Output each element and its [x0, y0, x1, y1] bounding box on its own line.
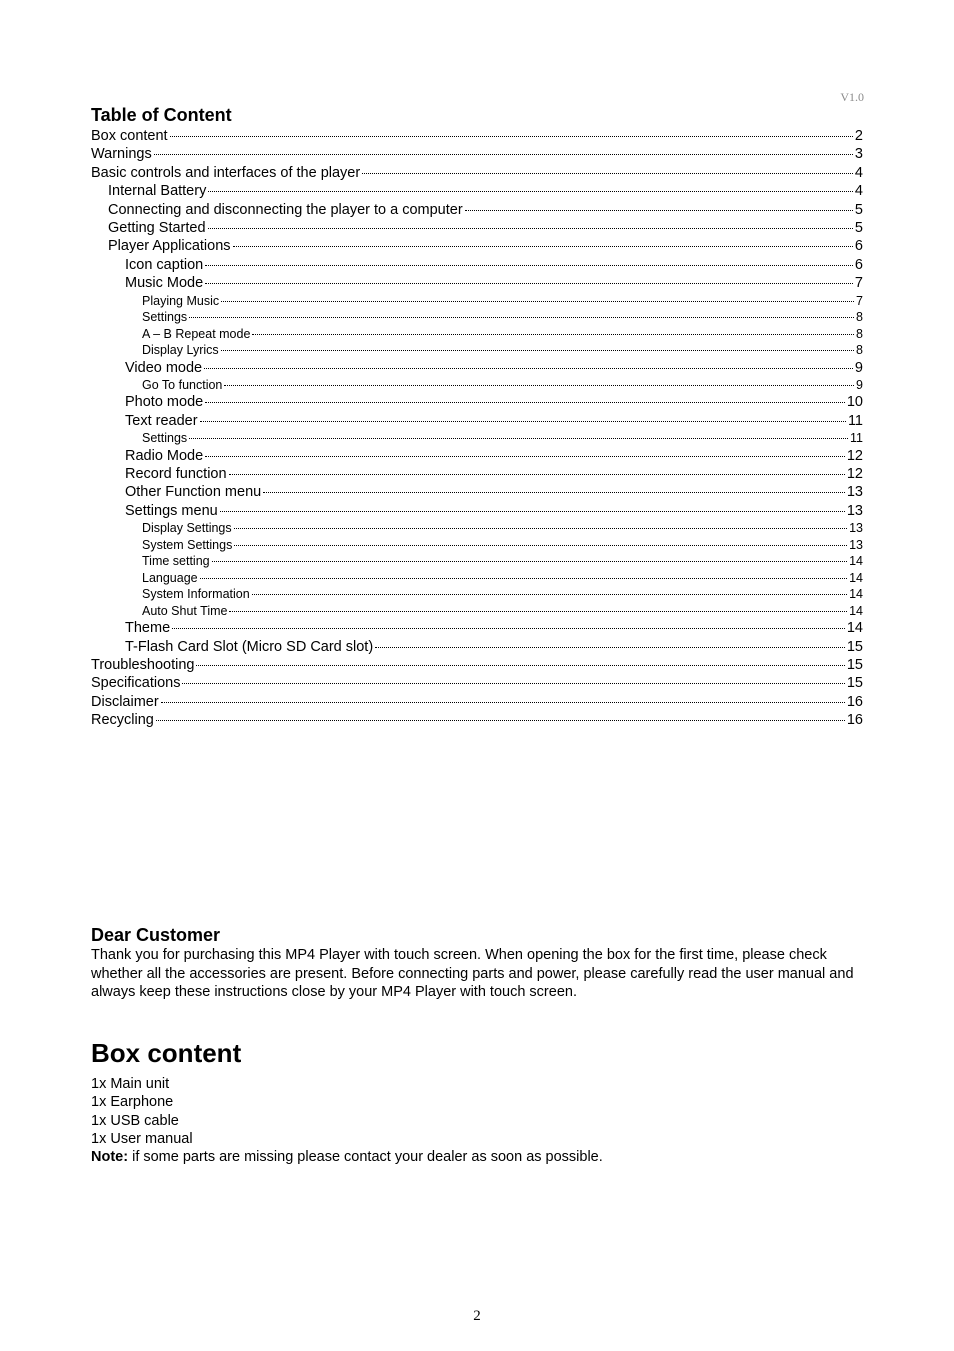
toc-entry-page: 5: [854, 219, 863, 236]
toc-leader-dots: [170, 136, 853, 137]
box-content-item: 1x User manual: [91, 1131, 193, 1148]
toc-entry-label: Display Lyrics: [142, 343, 219, 358]
toc-entry[interactable]: [91, 603, 863, 620]
toc-entry[interactable]: [91, 237, 863, 255]
toc-entry-page: 3: [854, 146, 863, 163]
toc-entry-label: T-Flash Card Slot (Micro SD Card slot): [125, 638, 374, 655]
toc-entry[interactable]: [91, 447, 863, 465]
toc-entry-label: Icon caption: [125, 256, 204, 273]
toc-leader-dots: [263, 492, 845, 493]
toc-entry[interactable]: [91, 619, 863, 637]
toc-entry-label: Troubleshooting: [91, 657, 195, 674]
toc-leader-dots: [205, 283, 853, 284]
toc-leader-dots: [172, 628, 845, 629]
toc-entry[interactable]: [91, 293, 863, 310]
toc-entry-label: Go To function: [142, 377, 223, 392]
toc-entry[interactable]: [91, 553, 863, 570]
toc-entry-page: 4: [854, 183, 863, 200]
toc-entry-page: 5: [854, 201, 863, 218]
toc-entry[interactable]: [91, 412, 863, 430]
toc-leader-dots: [205, 265, 853, 266]
toc-leader-dots: [204, 368, 853, 369]
toc-entry[interactable]: [91, 274, 863, 292]
toc-entry-page: 8: [856, 326, 863, 341]
toc-entry-label: Player Applications: [108, 238, 231, 255]
toc-entry-page: 7: [856, 293, 863, 308]
toc-entry[interactable]: [91, 182, 863, 200]
toc-leader-dots: [234, 545, 847, 546]
toc-leader-dots: [233, 246, 853, 247]
toc-entry-page: 10: [846, 394, 863, 411]
toc-entry-page: 7: [854, 275, 863, 292]
toc-entry-label: Getting Started: [108, 219, 206, 236]
toc-entry[interactable]: [91, 693, 863, 711]
toc-entry[interactable]: [91, 309, 863, 326]
toc-entry-page: 13: [849, 521, 863, 536]
box-content-title: Box content: [91, 1038, 242, 1068]
toc-leader-dots: [205, 456, 845, 457]
toc-entry-page: 14: [846, 620, 863, 637]
toc-entry[interactable]: [91, 342, 863, 359]
toc-entry[interactable]: [91, 145, 863, 163]
toc-entry[interactable]: [91, 502, 863, 520]
toc-entry-label: Record function: [125, 466, 227, 483]
toc-leader-dots: [161, 702, 845, 703]
toc-entry[interactable]: [91, 430, 863, 447]
customer-section-title: Dear Customer: [91, 925, 221, 945]
toc-leader-dots: [154, 154, 853, 155]
toc-entry-label: Auto Shut Time: [142, 603, 228, 618]
table-of-contents: [91, 127, 863, 730]
toc-entry[interactable]: [91, 638, 863, 656]
toc-entry-page: 14: [849, 603, 863, 618]
toc-leader-dots: [229, 474, 845, 475]
toc-entry-label: Settings: [142, 431, 188, 446]
toc-entry-page: 11: [847, 412, 863, 429]
toc-entry-page: 12: [846, 466, 863, 483]
toc-leader-dots: [252, 334, 854, 335]
toc-entry[interactable]: [91, 656, 863, 674]
toc-entry-label: Box content: [91, 128, 168, 144]
toc-entry-label: Disclaimer: [91, 693, 159, 710]
toc-entry-page: 11: [850, 431, 863, 446]
toc-entry[interactable]: [91, 570, 863, 587]
toc-leader-dots: [196, 665, 844, 666]
toc-entry-page: 13: [849, 537, 863, 552]
note-label: Note:: [91, 1149, 129, 1165]
toc-entry-page: 6: [854, 238, 863, 255]
toc-entry-label: Warnings: [91, 146, 152, 163]
toc-entry-label: Language: [142, 570, 198, 585]
toc-entry[interactable]: [91, 586, 863, 603]
toc-entry-label: Settings: [142, 310, 188, 325]
toc-entry-label: Radio Mode: [125, 447, 204, 464]
toc-entry-page: 14: [849, 587, 863, 602]
toc-entry[interactable]: [91, 520, 863, 537]
toc-entry[interactable]: [91, 537, 863, 554]
toc-entry-label: A – B Repeat mode: [142, 326, 251, 341]
toc-entry-page: 13: [846, 502, 863, 519]
toc-entry[interactable]: [91, 164, 863, 182]
toc-entry-label: Text reader: [125, 412, 198, 429]
toc-entry-page: 8: [856, 343, 863, 358]
toc-leader-dots: [182, 683, 844, 684]
toc-leader-dots: [221, 301, 854, 302]
toc-entry-page: 15: [846, 657, 863, 674]
box-content-item: 1x Earphone: [91, 1094, 174, 1111]
toc-entry[interactable]: [91, 326, 863, 343]
toc-leader-dots: [224, 385, 854, 386]
toc-entry-label: Settings menu: [125, 502, 218, 519]
toc-entry[interactable]: [91, 201, 863, 219]
toc-leader-dots: [156, 720, 845, 721]
toc-entry[interactable]: [91, 359, 863, 377]
version-label: V1.0: [840, 90, 864, 104]
toc-leader-dots: [200, 578, 847, 579]
toc-entry[interactable]: [91, 393, 863, 411]
toc-leader-dots: [465, 210, 853, 211]
toc-entry-label: Playing Music: [142, 293, 220, 308]
toc-entry[interactable]: [91, 465, 863, 483]
toc-entry-label: System Settings: [142, 537, 233, 552]
toc-entry-label: Basic controls and interfaces of the player: [91, 164, 361, 181]
toc-entry-label: Time setting: [142, 554, 210, 569]
box-content-item: 1x USB cable: [91, 1112, 179, 1129]
toc-entry-page: 15: [846, 638, 863, 655]
toc-entry-label: Other Function menu: [125, 484, 262, 501]
toc-entry-label: Theme: [125, 620, 171, 637]
customer-section-body: Thank you for purchasing this MP4 Player with touch screen. When opening the box for the first time, please check whether all the accessories are present. Before connecting parts and power, please carefully read the user manual and always keep these instructions close by your MP4 Player with touch screen.: [91, 947, 854, 1001]
toc-entry-page: 14: [849, 570, 863, 585]
toc-entry-label: Display Settings: [142, 521, 232, 536]
toc-entry-page: 8: [856, 310, 863, 325]
toc-entry[interactable]: [91, 219, 863, 237]
box-content-item: 1x Main unit: [91, 1076, 170, 1092]
toc-entry-label: Connecting and disconnecting the player to a computer: [108, 201, 463, 218]
toc-entry-page: 9: [856, 377, 863, 392]
toc-entry-label: Photo mode: [125, 394, 204, 411]
toc-entry-page: 9: [854, 359, 863, 376]
toc-entry-page: 6: [854, 256, 863, 273]
toc-entry-page: 16: [846, 712, 863, 729]
toc-entry[interactable]: [91, 127, 863, 145]
toc-entry-label: Internal Battery: [108, 183, 207, 200]
toc-leader-dots: [362, 173, 853, 174]
toc-entry-page: 12: [846, 447, 863, 464]
toc-leader-dots: [208, 228, 853, 229]
toc-leader-dots: [205, 402, 845, 403]
toc-entry-page: 2: [854, 128, 863, 144]
toc-leader-dots: [189, 438, 848, 439]
toc-leader-dots: [200, 421, 846, 422]
toc-leader-dots: [208, 191, 853, 192]
toc-entry[interactable]: [91, 711, 863, 729]
toc-entry-page: 14: [849, 554, 863, 569]
toc-entry[interactable]: [91, 256, 863, 274]
toc-leader-dots: [234, 528, 847, 529]
toc-leader-dots: [189, 317, 854, 318]
toc-entry-label: System Information: [142, 587, 250, 602]
toc-entry-page: 16: [846, 693, 863, 710]
toc-entry-label: Video mode: [125, 359, 203, 376]
toc-leader-dots: [375, 647, 845, 648]
toc-entry-page: 15: [846, 675, 863, 692]
box-content-note: [91, 1148, 603, 1166]
toc-entry-label: Music Mode: [125, 275, 204, 292]
toc-entry-label: Specifications: [91, 675, 181, 692]
toc-entry[interactable]: [91, 483, 863, 501]
toc-entry[interactable]: [91, 674, 863, 692]
toc-leader-dots: [252, 594, 847, 595]
toc-leader-dots: [221, 350, 854, 351]
toc-entry-label: Recycling: [91, 712, 154, 729]
toc-entry[interactable]: [91, 377, 863, 394]
toc-leader-dots: [229, 611, 847, 612]
toc-leader-dots: [220, 511, 845, 512]
box-content-list: [91, 1075, 193, 1149]
page-number: 2: [473, 1308, 481, 1324]
toc-entry-page: 13: [846, 484, 863, 501]
toc-title: Table of Content: [91, 105, 232, 125]
note-text: if some parts are missing please contact your dealer as soon as possible.: [128, 1149, 603, 1165]
toc-entry-page: 4: [854, 164, 863, 181]
toc-leader-dots: [212, 561, 847, 562]
